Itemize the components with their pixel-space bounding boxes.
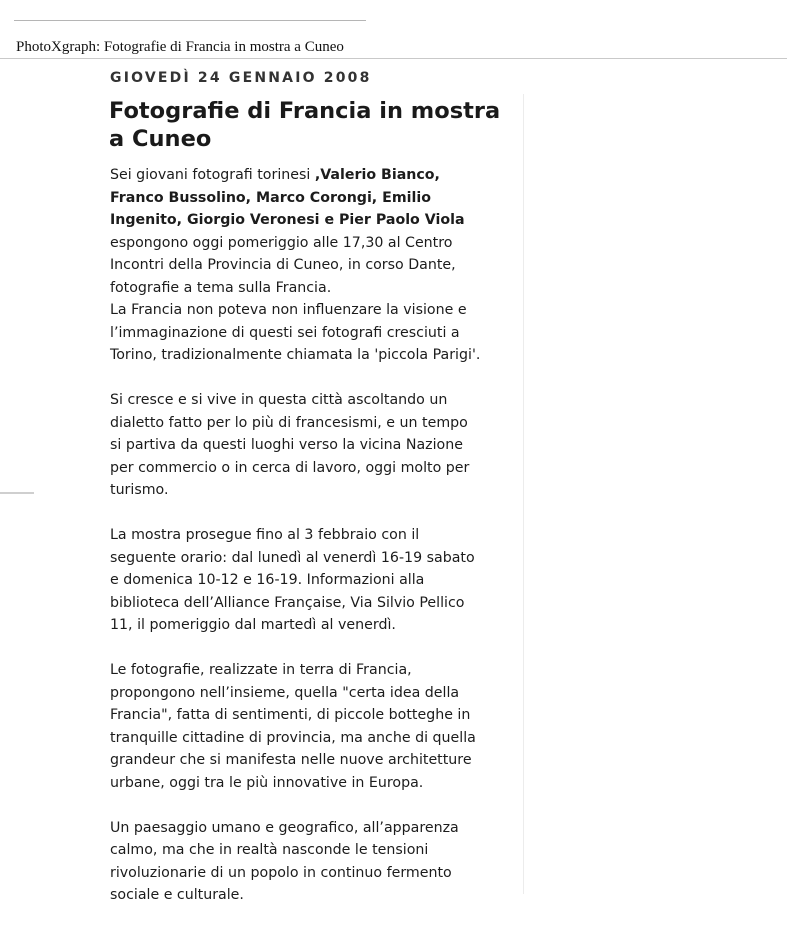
paragraph-5 bbox=[110, 817, 522, 907]
text-line: rivoluzionarie di un popolo in continuo fermento bbox=[110, 864, 452, 881]
text-line: e domenica 10-12 e 16-19. Informazioni alla bbox=[110, 572, 425, 588]
text-line bbox=[110, 209, 522, 232]
text-line: propongono nell’insieme, quella "certa idea della bbox=[110, 684, 460, 701]
text-line: si partiva da questi luoghi verso la vicina Nazione bbox=[110, 437, 463, 453]
text-line: tranquille cittadine di provincia, ma anche di quella bbox=[110, 729, 476, 746]
article-body bbox=[110, 164, 522, 929]
text-line: La Francia non poteva non influenzare la visione e bbox=[110, 302, 467, 318]
text-line: per commercio o in cerca di lavoro, oggi molto per bbox=[110, 459, 470, 476]
text-line: biblioteca dell’Alliance Française, Via Silvio Pellico bbox=[110, 594, 465, 611]
column-edge bbox=[523, 94, 524, 894]
text-line: sociale e culturale. bbox=[110, 887, 244, 903]
text-line: Le fotografie, realizzate in terra di Francia, bbox=[110, 662, 412, 678]
text-line bbox=[110, 187, 522, 210]
paragraph-1 bbox=[110, 164, 522, 367]
page-header-title: PhotoXgraph: Fotografie di Francia in mostra a Cuneo bbox=[16, 39, 344, 55]
text-line: Incontri della Provincia di Cuneo, in corso Dante, bbox=[110, 257, 456, 273]
text-line: urbane, oggi tra le più innovative in Europa. bbox=[110, 774, 424, 791]
paragraph-3 bbox=[110, 524, 522, 637]
text-line: Si cresce e si vive in questa città ascoltando un bbox=[110, 392, 448, 408]
article-headline: Fotografie di Francia in mostra a Cuneo bbox=[109, 98, 501, 152]
paragraph-2 bbox=[110, 389, 522, 502]
photographer-names: Ingenito, Giorgio Veronesi e Pier Paolo Viola bbox=[110, 212, 465, 228]
text-line: grandeur che si manifesta nelle nuove architetture bbox=[110, 752, 472, 768]
text-line bbox=[110, 164, 522, 187]
text-line: espongono oggi pomeriggio alle 17,30 al Centro bbox=[110, 234, 453, 251]
text-line: dialetto fatto per lo più di francesismi, e un tempo bbox=[110, 414, 468, 431]
text-line: Torino, tradizionalmente chiamata la 'piccola Parigi'. bbox=[110, 347, 481, 363]
text-line: La mostra prosegue fino al 3 febbraio con il bbox=[110, 527, 420, 543]
text-line: turismo. bbox=[110, 482, 169, 498]
scan-mark bbox=[0, 492, 34, 494]
text-line: seguente orario: dal lunedì al venerdì 16-19 sabato bbox=[110, 549, 475, 566]
intro-text: Sei giovani fotografi torinesi bbox=[110, 167, 315, 183]
photographer-names: ,Valerio Bianco, bbox=[314, 167, 440, 183]
text-line: 11, il pomeriggio dal martedì al venerdì. bbox=[110, 617, 396, 633]
post-date: GIOVEDÌ 24 GENNAIO 2008 bbox=[110, 70, 372, 86]
top-divider bbox=[14, 20, 366, 21]
text-line: fotografie a tema sulla Francia. bbox=[110, 279, 332, 296]
text-line: Francia", fatta di sentimenti, di piccole botteghe in bbox=[110, 707, 471, 723]
header-divider bbox=[0, 58, 787, 59]
paragraph-4 bbox=[110, 659, 522, 794]
photographer-names: Franco Bussolino, Marco Corongi, Emilio bbox=[110, 189, 431, 206]
text-line: calmo, ma che in realtà nasconde le tensioni bbox=[110, 842, 429, 858]
text-line: Un paesaggio umano e geografico, all’apparenza bbox=[110, 819, 459, 836]
text-line: l’immaginazione di questi sei fotografi cresciuti a bbox=[110, 324, 460, 341]
